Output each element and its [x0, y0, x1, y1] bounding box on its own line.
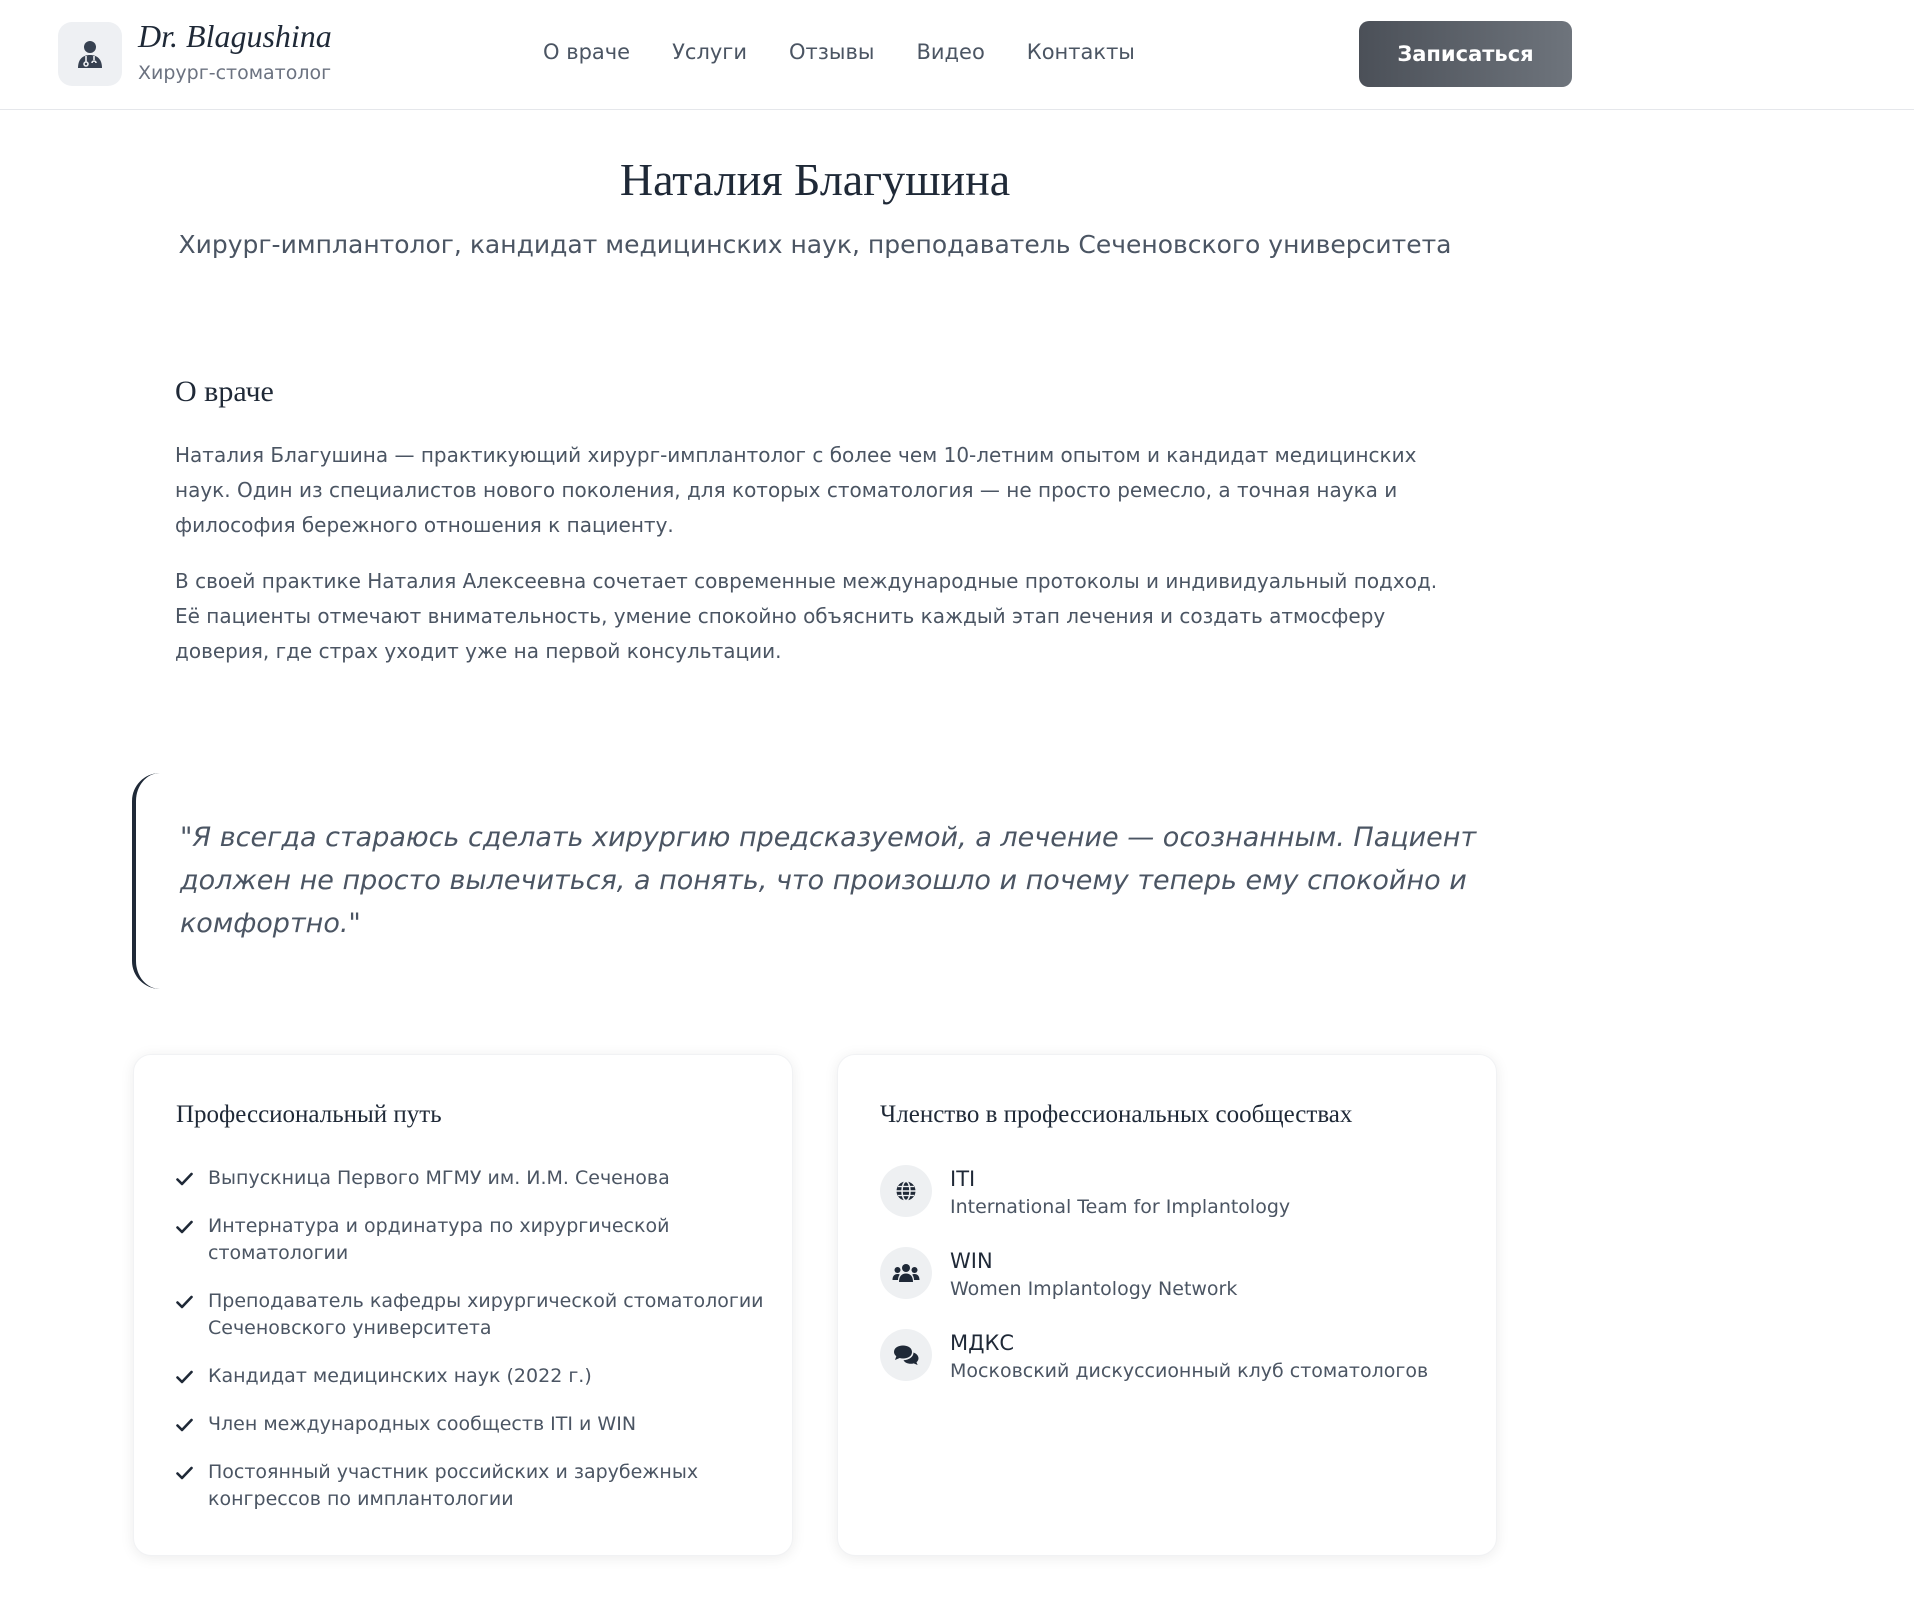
membership-description: Women Implantology Network	[950, 1278, 1238, 1300]
membership-description: Московский дискуссионный клуб стоматологов	[950, 1360, 1429, 1382]
career-item-text: Интернатура и ординатура по хирургической стоматологии	[208, 1215, 670, 1264]
career-item-text: Кандидат медицинских наук (2022 г.)	[208, 1365, 592, 1387]
membership-item-iti	[880, 1165, 1470, 1247]
logo-subtitle: Хирург-стоматолог	[138, 62, 332, 84]
doctor-quote: "Я всегда стараюсь сделать хирургию предсказуемой, а лечение — осознанным. Пациент должен не просто вылечиться, а понять, что произошло и почему теперь ему спокойно и комфортно."	[180, 822, 1477, 939]
nav-link-video[interactable]: Видео	[916, 40, 985, 64]
doctor-icon	[75, 39, 105, 69]
check-icon	[176, 1213, 208, 1240]
book-appointment-button[interactable]: Записаться	[1359, 21, 1572, 87]
nav-link-reviews[interactable]: Отзывы	[788, 40, 875, 64]
logo-title[interactable]: Dr. Blagushina	[138, 18, 332, 54]
membership-item-mdks	[880, 1329, 1470, 1411]
memberships-card-title: Членство в профессиональных сообществах	[880, 1101, 1353, 1128]
career-list-item	[176, 1213, 766, 1267]
main-nav	[543, 40, 1135, 64]
about-paragraph-1: Наталия Благушина — практикующий хирург-имплантолог с более чем 10-летним опытом и кандидат медицинских наук. Один из специалистов нового поколения, для которых стоматология — не просто ремесло, а точная наука и философия бережного отношения к пациенту.	[175, 443, 1417, 537]
membership-item-win	[880, 1247, 1470, 1329]
memberships-list	[880, 1165, 1470, 1411]
check-icon	[176, 1459, 208, 1486]
nav-link-about[interactable]: О враче	[543, 40, 631, 64]
users-icon	[880, 1247, 932, 1299]
career-list-item	[176, 1411, 766, 1438]
about-heading: О враче	[175, 375, 274, 408]
globe-icon	[880, 1165, 932, 1217]
membership-name: WIN	[950, 1249, 993, 1273]
career-item-text: Выпускница Первого МГМУ им. И.М. Сеченова	[208, 1167, 670, 1189]
career-card-title: Профессиональный путь	[176, 1101, 442, 1128]
check-icon	[176, 1165, 208, 1192]
career-list	[176, 1165, 766, 1534]
career-item-text: Постоянный участник российских и зарубежных конгрессов по имплантологии	[208, 1461, 699, 1510]
career-item-text: Преподаватель кафедры хирургической стоматологии Сеченовского университета	[208, 1290, 764, 1339]
check-icon	[176, 1288, 208, 1315]
check-icon	[176, 1363, 208, 1390]
membership-description: International Team for Implantology	[950, 1196, 1291, 1218]
career-card	[133, 1054, 793, 1556]
career-list-item	[176, 1363, 766, 1390]
nav-link-services[interactable]: Услуги	[672, 40, 747, 64]
nav-link-contacts[interactable]: Контакты	[1026, 40, 1135, 64]
career-list-item	[176, 1459, 766, 1513]
doctor-name-heading: Наталия Благушина	[619, 154, 1011, 205]
career-list-item	[176, 1288, 766, 1342]
memberships-card	[837, 1054, 1497, 1556]
logo-badge[interactable]	[58, 22, 122, 86]
doctor-subtitle: Хирург-имплантолог, кандидат медицинских наук, преподаватель Сеченовского университета	[178, 230, 1452, 259]
about-paragraph-2: В своей практике Наталия Алексеевна сочетает современные международные протоколы и индивидуальный подход. Её пациенты отмечают внимательность, умение спокойно объяснить каждый этап лечения и создать атмосферу доверия, где страх уходит уже на первой консультации.	[175, 569, 1438, 663]
comments-icon	[880, 1329, 932, 1381]
site-header	[0, 0, 1914, 110]
career-list-item	[176, 1165, 766, 1192]
quote-accent-border	[132, 773, 162, 989]
check-icon	[176, 1411, 208, 1438]
career-item-text: Член международных сообществ ITI и WIN	[208, 1413, 637, 1435]
membership-name: ITI	[950, 1167, 976, 1191]
membership-name: МДКС	[950, 1331, 1015, 1355]
